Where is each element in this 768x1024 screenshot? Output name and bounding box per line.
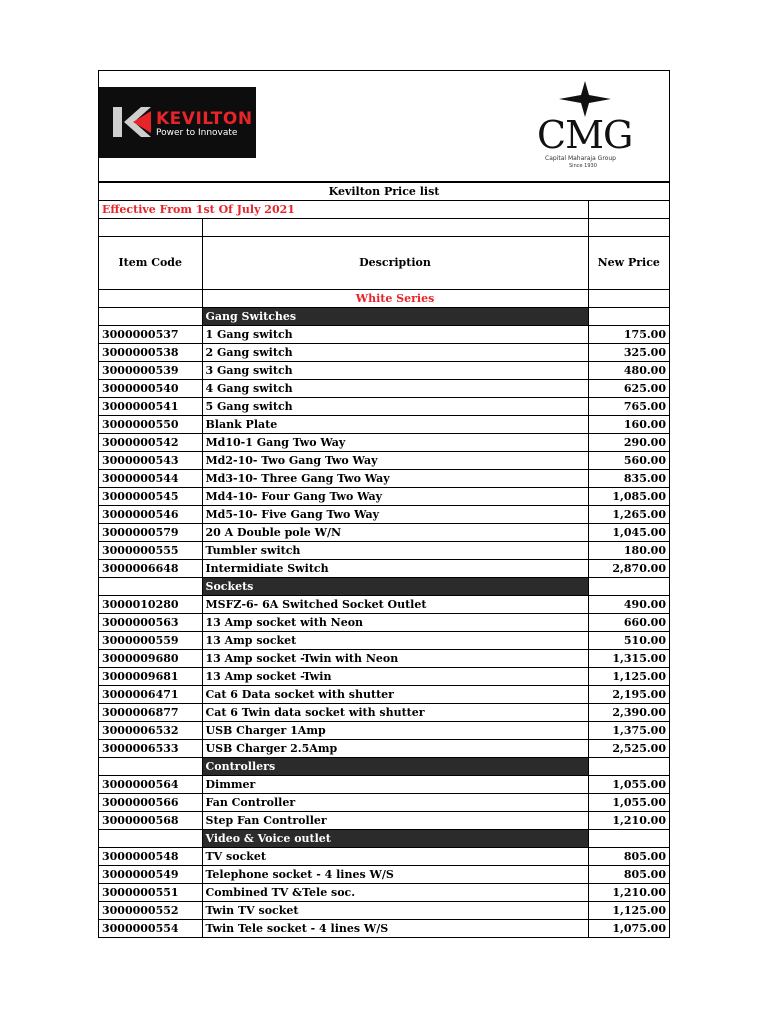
item-code: 3000000539 (99, 362, 202, 380)
item-code: 3000000544 (99, 470, 202, 488)
item-description: 3 Gang switch (202, 362, 588, 380)
item-description: Md3-10- Three Gang Two Way (202, 470, 588, 488)
table-row (99, 686, 669, 704)
item-code: 3000000540 (99, 380, 202, 398)
item-price: 1,075.00 (588, 920, 669, 938)
item-price: 480.00 (588, 362, 669, 380)
item-code: 3000000563 (99, 614, 202, 632)
item-code: 3000000546 (99, 506, 202, 524)
item-price: 2,870.00 (588, 560, 669, 578)
table-row (99, 452, 669, 470)
item-code: 3000006471 (99, 686, 202, 704)
item-price: 490.00 (588, 596, 669, 614)
table-row (99, 704, 669, 722)
item-code: 3000000551 (99, 884, 202, 902)
item-price: 1,055.00 (588, 776, 669, 794)
item-price: 1,210.00 (588, 812, 669, 830)
item-price: 1,125.00 (588, 668, 669, 686)
table-row (99, 632, 669, 650)
category-row (99, 830, 669, 848)
item-description: USB Charger 2.5Amp (202, 740, 588, 758)
item-description: Md2-10- Two Gang Two Way (202, 452, 588, 470)
item-code: 3000006648 (99, 560, 202, 578)
table-row (99, 524, 669, 542)
effective-date: Effective From 1st Of July 2021 (99, 201, 588, 219)
item-price: 1,265.00 (588, 506, 669, 524)
kevilton-k-icon (113, 107, 153, 137)
table-row (99, 434, 669, 452)
table-row (99, 668, 669, 686)
item-code: 3000000568 (99, 812, 202, 830)
item-description: 13 Amp socket with Neon (202, 614, 588, 632)
cmg-logo (531, 79, 641, 175)
item-description: Md10-1 Gang Two Way (202, 434, 588, 452)
item-code: 3000000538 (99, 344, 202, 362)
col-header-description: Description (202, 237, 588, 290)
item-code: 3000000542 (99, 434, 202, 452)
table-row (99, 740, 669, 758)
item-code: 3000009680 (99, 650, 202, 668)
item-price: 1,055.00 (588, 794, 669, 812)
table-row (99, 650, 669, 668)
item-description: Blank Plate (202, 416, 588, 434)
item-description: Twin TV socket (202, 902, 588, 920)
table-row (99, 920, 669, 938)
item-price: 510.00 (588, 632, 669, 650)
cmg-name: CMG (537, 113, 633, 157)
table-row (99, 326, 669, 344)
item-description: Telephone socket - 4 lines W/S (202, 866, 588, 884)
item-description: Tumbler switch (202, 542, 588, 560)
item-code: 3000000545 (99, 488, 202, 506)
item-code: 3000000559 (99, 632, 202, 650)
item-description: Step Fan Controller (202, 812, 588, 830)
item-code: 3000000543 (99, 452, 202, 470)
col-header-price: New Price (588, 237, 669, 290)
item-code: 3000010280 (99, 596, 202, 614)
item-description: MSFZ-6- 6A Switched Socket Outlet (202, 596, 588, 614)
item-description: Dimmer (202, 776, 588, 794)
item-price: 660.00 (588, 614, 669, 632)
category-row (99, 758, 669, 776)
item-description: 5 Gang switch (202, 398, 588, 416)
item-price: 290.00 (588, 434, 669, 452)
kevilton-logo (99, 87, 256, 158)
table-row (99, 362, 669, 380)
table-row (99, 866, 669, 884)
category-name: Controllers (202, 758, 588, 776)
table-row (99, 812, 669, 830)
item-price: 1,085.00 (588, 488, 669, 506)
item-description: 4 Gang switch (202, 380, 588, 398)
item-price: 175.00 (588, 326, 669, 344)
item-code: 3000000548 (99, 848, 202, 866)
item-code: 3000000555 (99, 542, 202, 560)
col-header-code: Item Code (99, 237, 202, 290)
table-row (99, 848, 669, 866)
item-description: 2 Gang switch (202, 344, 588, 362)
item-price: 805.00 (588, 866, 669, 884)
item-code: 3000000550 (99, 416, 202, 434)
cmg-since: Since 1930 (569, 163, 597, 169)
item-description: 13 Amp socket -Twin (202, 668, 588, 686)
item-description: Cat 6 Data socket with shutter (202, 686, 588, 704)
table-row (99, 722, 669, 740)
kevilton-brand: KEVILTON (156, 109, 253, 129)
item-price: 805.00 (588, 848, 669, 866)
item-price: 560.00 (588, 452, 669, 470)
item-price: 1,125.00 (588, 902, 669, 920)
item-description: Intermidiate Switch (202, 560, 588, 578)
item-code: 3000006533 (99, 740, 202, 758)
item-code: 3000000541 (99, 398, 202, 416)
item-price: 1,315.00 (588, 650, 669, 668)
item-price: 1,375.00 (588, 722, 669, 740)
item-description: Cat 6 Twin data socket with shutter (202, 704, 588, 722)
table-row (99, 344, 669, 362)
item-description: TV socket (202, 848, 588, 866)
item-code: 3000006532 (99, 722, 202, 740)
price-list-sheet (98, 70, 670, 938)
item-description: Twin Tele socket - 4 lines W/S (202, 920, 588, 938)
item-price: 180.00 (588, 542, 669, 560)
item-code: 3000009681 (99, 668, 202, 686)
header (99, 71, 669, 182)
category-name: Gang Switches (202, 308, 588, 326)
item-code: 3000000537 (99, 326, 202, 344)
item-description: Md4-10- Four Gang Two Way (202, 488, 588, 506)
table-row (99, 398, 669, 416)
table-row (99, 470, 669, 488)
category-name: Sockets (202, 578, 588, 596)
item-price: 2,390.00 (588, 704, 669, 722)
table-row (99, 902, 669, 920)
item-price: 325.00 (588, 344, 669, 362)
table-row (99, 416, 669, 434)
item-price: 835.00 (588, 470, 669, 488)
series-label: White Series (202, 290, 588, 308)
item-description: Fan Controller (202, 794, 588, 812)
table-row (99, 884, 669, 902)
item-code: 3000000579 (99, 524, 202, 542)
item-price: 2,525.00 (588, 740, 669, 758)
item-price: 1,210.00 (588, 884, 669, 902)
table-row (99, 506, 669, 524)
item-price: 765.00 (588, 398, 669, 416)
item-price: 160.00 (588, 416, 669, 434)
item-description: 20 A Double pole W/N (202, 524, 588, 542)
price-table (99, 182, 669, 938)
cmg-subtitle: Capital Maharaja Group (545, 155, 616, 162)
item-description: Combined TV &Tele soc. (202, 884, 588, 902)
category-name: Video & Voice outlet (202, 830, 588, 848)
item-price: 2,195.00 (588, 686, 669, 704)
item-code: 3000000552 (99, 902, 202, 920)
category-row (99, 308, 669, 326)
item-description: USB Charger 1Amp (202, 722, 588, 740)
item-description: 1 Gang switch (202, 326, 588, 344)
table-row (99, 542, 669, 560)
table-row (99, 614, 669, 632)
item-code: 3000000549 (99, 866, 202, 884)
table-row (99, 560, 669, 578)
table-row (99, 776, 669, 794)
table-row (99, 488, 669, 506)
table-row (99, 794, 669, 812)
category-row (99, 578, 669, 596)
item-description: 13 Amp socket (202, 632, 588, 650)
item-description: Md5-10- Five Gang Two Way (202, 506, 588, 524)
item-price: 625.00 (588, 380, 669, 398)
table-row (99, 380, 669, 398)
item-code: 3000000564 (99, 776, 202, 794)
price-list-title: Kevilton Price list (99, 183, 669, 201)
item-price: 1,045.00 (588, 524, 669, 542)
item-code: 3000000566 (99, 794, 202, 812)
item-code: 3000006877 (99, 704, 202, 722)
item-description: 13 Amp socket -Twin with Neon (202, 650, 588, 668)
table-row (99, 596, 669, 614)
kevilton-tagline: Power to Innovate (156, 128, 238, 138)
item-code: 3000000554 (99, 920, 202, 938)
